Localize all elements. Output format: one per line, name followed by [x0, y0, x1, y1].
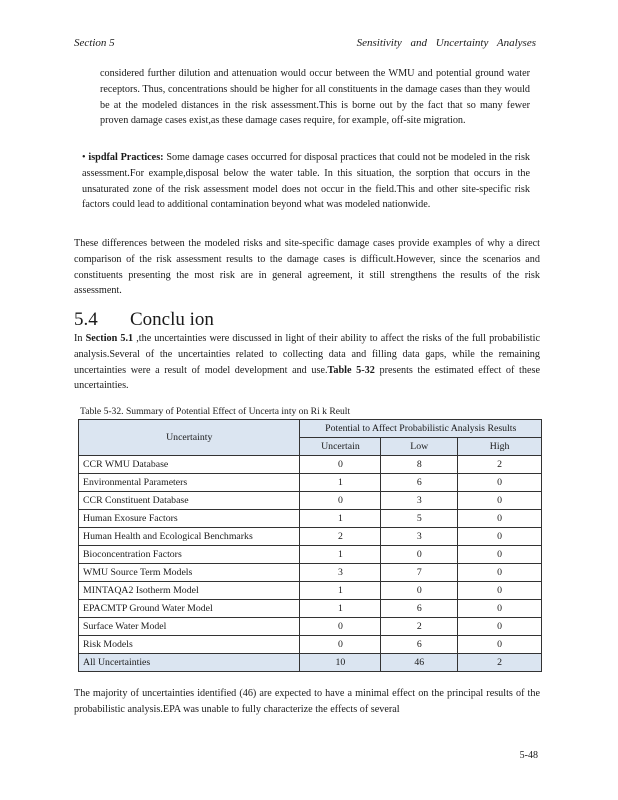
value-low: 8 — [381, 456, 458, 474]
table-row — [79, 618, 542, 636]
row-name: Human Health and Ecological Benchmarks — [79, 528, 300, 546]
value-high: 0 — [458, 582, 542, 600]
value-low: 6 — [381, 636, 458, 654]
value-uncertain: 1 — [300, 510, 381, 528]
value-low: 2 — [381, 618, 458, 636]
bullet-item — [82, 150, 530, 213]
section-number: 5.4 — [74, 309, 98, 330]
value-high: 0 — [458, 564, 542, 582]
value-uncertain: 1 — [300, 600, 381, 618]
bullet-text: Some damage cases occurred for disposal practices that could not be modeled in the risk assessment.For example,disposal below the water table. In this situation, the sorption that occurs in the unsaturated zone of the risk assessment model does not occur in the field.This and other site-specific risk factors could lead to additional contamination beyond what was modeled nationwide. — [82, 152, 530, 211]
value-low: 0 — [381, 582, 458, 600]
value-uncertain: 3 — [300, 564, 381, 582]
row-name: WMU Source Term Models — [79, 564, 300, 582]
table-row — [79, 456, 542, 474]
table-row — [79, 510, 542, 528]
value-low: 0 — [381, 546, 458, 564]
col-header-low: Low — [381, 438, 458, 456]
col-header-uncertain: Uncertain — [300, 438, 381, 456]
value-uncertain: 10 — [300, 654, 381, 672]
value-high: 0 — [458, 510, 542, 528]
header-section: Section 5 — [74, 37, 115, 49]
value-low: 46 — [381, 654, 458, 672]
row-name: Environmental Parameters — [79, 474, 300, 492]
row-name: CCR WMU Database — [79, 456, 300, 474]
section-reference: Section 5.1 — [85, 333, 134, 344]
value-uncertain: 1 — [300, 546, 381, 564]
value-uncertain: 2 — [300, 528, 381, 546]
value-uncertain: 0 — [300, 618, 381, 636]
header-title: Sensitivity and Uncertainty Analyses — [356, 37, 536, 49]
value-low: 3 — [381, 492, 458, 510]
table-row — [79, 564, 542, 582]
table-row — [79, 546, 542, 564]
row-name: CCR Constituent Database — [79, 492, 300, 510]
value-low: 3 — [381, 528, 458, 546]
bullet-marker: • — [82, 152, 86, 163]
value-high: 0 — [458, 546, 542, 564]
value-high: 0 — [458, 636, 542, 654]
section-title: Conclu ion — [130, 309, 214, 330]
value-high: 0 — [458, 492, 542, 510]
table-row — [79, 636, 542, 654]
value-low: 6 — [381, 600, 458, 618]
table-row — [79, 600, 542, 618]
value-uncertain: 1 — [300, 474, 381, 492]
section-heading — [74, 308, 214, 332]
value-high: 0 — [458, 474, 542, 492]
value-low: 6 — [381, 474, 458, 492]
page-number: 5-48 — [519, 750, 538, 761]
value-uncertain: 0 — [300, 492, 381, 510]
row-name: Bioconcentration Factors — [79, 546, 300, 564]
row-name: All Uncertainties — [79, 654, 300, 672]
value-high: 0 — [458, 528, 542, 546]
value-uncertain: 0 — [300, 456, 381, 474]
col-header-group: Potential to Affect Probabilistic Analysis Results — [300, 420, 542, 438]
value-uncertain: 1 — [300, 582, 381, 600]
value-high: 0 — [458, 618, 542, 636]
value-high: 2 — [458, 456, 542, 474]
row-name: Surface Water Model — [79, 618, 300, 636]
paragraph-majority: The majority of uncertainties identified (46) are expected to have a minimal effect on the principal results of the probabilistic analysis.EPA was unable to fully characterize the effects of several — [74, 688, 540, 715]
value-low: 5 — [381, 510, 458, 528]
value-low: 7 — [381, 564, 458, 582]
value-high: 0 — [458, 600, 542, 618]
paragraph-continuation: considered further dilution and attenuation would occur between the WMU and potential ground water receptors. Thus, concentrations should be higher for all constituents in the damage cases than they would be at the modeled distances in the risk assessment.This is borne out by the fact that so many fewer proven damage cases exist,as these damage cases require, for example, off-site migration. — [100, 68, 530, 127]
table-row — [79, 582, 542, 600]
table-row — [79, 528, 542, 546]
col-header-uncertainty: Uncertainty — [79, 420, 300, 456]
row-name: MINTAQA2 Isotherm Model — [79, 582, 300, 600]
paragraph-differences: These differences between the modeled risks and site-specific damage cases provide examples of why a direct comparison of the risk assessment results to the damage cases is difficult.However, since the scenarios and constituents presenting the most risk are in general agreement, it still strengthens the results of the risk assessment. — [74, 238, 540, 297]
row-name: EPACMTP Ground Water Model — [79, 600, 300, 618]
bullet-title: ispdfal Practices: — [88, 152, 164, 163]
table-row — [79, 474, 542, 492]
row-name: Human Exosure Factors — [79, 510, 300, 528]
row-name: Risk Models — [79, 636, 300, 654]
table-caption: Table 5-32. Summary of Potential Effect of Uncerta inty on Ri k Reult — [80, 406, 351, 417]
paragraph-conclusion: In Section 5.1 ,the uncertainties were discussed in light of their ability to affect the risks of the full probabilistic analysis.Several of the uncertainties related to collecting data and filling data gaps, while the remaining uncertainties were a result of model development and use.Table 5-32 presents the estimated effect of these uncertainties. — [74, 333, 540, 392]
table-reference: Table 5-32 — [327, 364, 375, 376]
table-row — [79, 492, 542, 510]
value-uncertain: 0 — [300, 636, 381, 654]
uncertainty-table — [78, 419, 542, 672]
table-total-row — [79, 654, 542, 672]
col-header-high: High — [458, 438, 542, 456]
value-high: 2 — [458, 654, 542, 672]
